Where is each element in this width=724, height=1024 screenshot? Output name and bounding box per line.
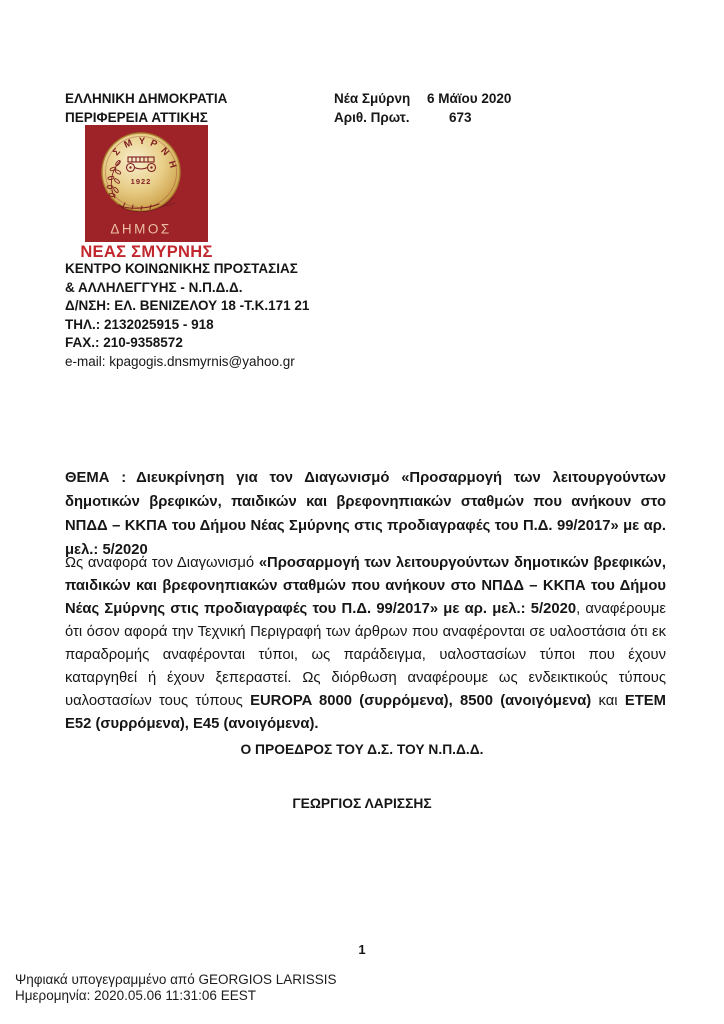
org-email-line: e-mail: kpagogis.dnsmyrnis@yahoo.gr: [65, 353, 295, 369]
logo-dimos-text: ΔΗΜΟΣ: [110, 221, 172, 237]
body-text-segment: Ως αναφορά τον Διαγωνισμό: [65, 555, 259, 571]
subject-label: ΘΕΜΑ :: [65, 470, 127, 486]
org-phone-line: ΤΗΛ.: 2132025915 - 918: [65, 316, 214, 332]
republic-line: ΕΛΛΗΝΙΚΗ ΔΗΜΟΚΡΑΤΙΑ: [65, 91, 228, 106]
coin-year: 1922: [130, 177, 152, 186]
header-left: [65, 89, 227, 127]
org-fax-line: FAX.: 210-9358572: [65, 335, 183, 350]
coin-letter: Ν: [158, 145, 172, 159]
org-name-line-2: & ΑΛΛΗΛΕΓΓΥΗΣ - Ν.Π.Δ.Δ.: [65, 279, 243, 295]
body-text-segment: και: [591, 693, 625, 709]
body-text-segment: EUROPA 8000 (συρρόμενα), 8500 (ανοιγόμενα): [250, 693, 592, 709]
page-number: 1: [358, 942, 366, 957]
coin-letter: Η: [165, 159, 179, 170]
place-label: Νέα Σμύρνη: [334, 91, 411, 106]
header-right: [334, 89, 511, 127]
protocol-number: 673: [449, 110, 472, 125]
digital-signature-line-2: Ημερομηνία: 2020.05.06 11:31:06 EEST: [15, 987, 256, 1003]
org-address-line: Δ/ΝΣΗ: ΕΛ. ΒΕΝΙΖΕΛΟΥ 18 -Τ.Κ.171 21: [65, 298, 310, 313]
municipality-name: ΝΕΑΣ ΣΜΥΡΝΗΣ: [80, 243, 213, 261]
org-name-line-1: ΚΕΝΤΡΟ ΚΟΙΝΩΝΙΚΗΣ ΠΡΟΣΤΑΣΙΑΣ: [65, 261, 298, 276]
digital-signature-stamp: [15, 972, 337, 1003]
body-text-segment: , αναφέρουμε ότι όσον αφορά την Τεχνική Περιγραφή των άρθρων που αναφέρονται σε υαλοστάσια ότι εκ παραδρομής αναφέρονται τύποι, ως παράδειγμα, υαλοστασίων τύποι που έχουν καταργηθεί ή έχουν ξεπεραστεί. Ως διόρθωση αναφέρουμε ως ενδεικτικούς τύπους υαλοστασίων τους τύπους: [65, 601, 666, 709]
signature-name: ΓΕΩΡΓΙΟΣ ΛΑΡΙΣΣΗΣ: [292, 796, 432, 811]
body-text-segment: «Προσαρμογή των λειτουργούντων δημοτικών βρεφικών, παιδικών και βρεφονηπιακών σταθμών που ανήκουν στο ΝΠΔΔ – ΚΚΠΑ του Δήμου Νέας Σμύρνης στις προδιαγραφές του Π.Δ. 99/2017» με αρ. μελ.: 5/2020: [65, 555, 666, 617]
coin-letter: Σ: [110, 146, 123, 159]
body-paragraph: [65, 552, 666, 736]
region-line: ΠΕΡΙΦΕΡΕΙΑ ΑΤΤΙΚΗΣ: [65, 110, 208, 125]
coin-letter: Ρ: [148, 137, 159, 151]
coin-letter: Μ: [122, 137, 135, 151]
municipality-logo: [85, 125, 208, 242]
signature-title: Ο ΠΡΟΕΔΡΟΣ ΤΟΥ Δ.Σ. ΤΟΥ Ν.Π.Δ.Δ.: [240, 742, 484, 757]
body-text-segment: ΕΤΕΜ Ε52 (συρρόμενα), Ε45 (ανοιγόμενα).: [65, 693, 666, 732]
coin-letter: Υ: [138, 136, 146, 147]
organization-block: [65, 260, 309, 371]
subject-paragraph: [65, 466, 666, 562]
date-value: 6 Μάϊου 2020: [427, 91, 512, 106]
protocol-line: [334, 108, 511, 127]
date-line: [334, 89, 511, 108]
protocol-label: Αριθ. Πρωτ.: [334, 110, 410, 125]
digital-signature-line-1: Ψηφιακά υπογεγραμμένο από GEORGIOS LARISSIS: [15, 972, 337, 987]
subject-text: Διευκρίνηση για τον Διαγωνισμό «Προσαρμογή των λειτουργούντων δημοτικών βρεφικών, παιδικών και βρεφονηπιακών σταθμών που ανήκουν στο ΝΠΔΔ – ΚΚΠΑ του Δήμου Νέας Σμύρνης στις προδιαγραφές του Π.Δ. 99/2017» με αρ. μελ.: 5/2020: [65, 470, 666, 558]
